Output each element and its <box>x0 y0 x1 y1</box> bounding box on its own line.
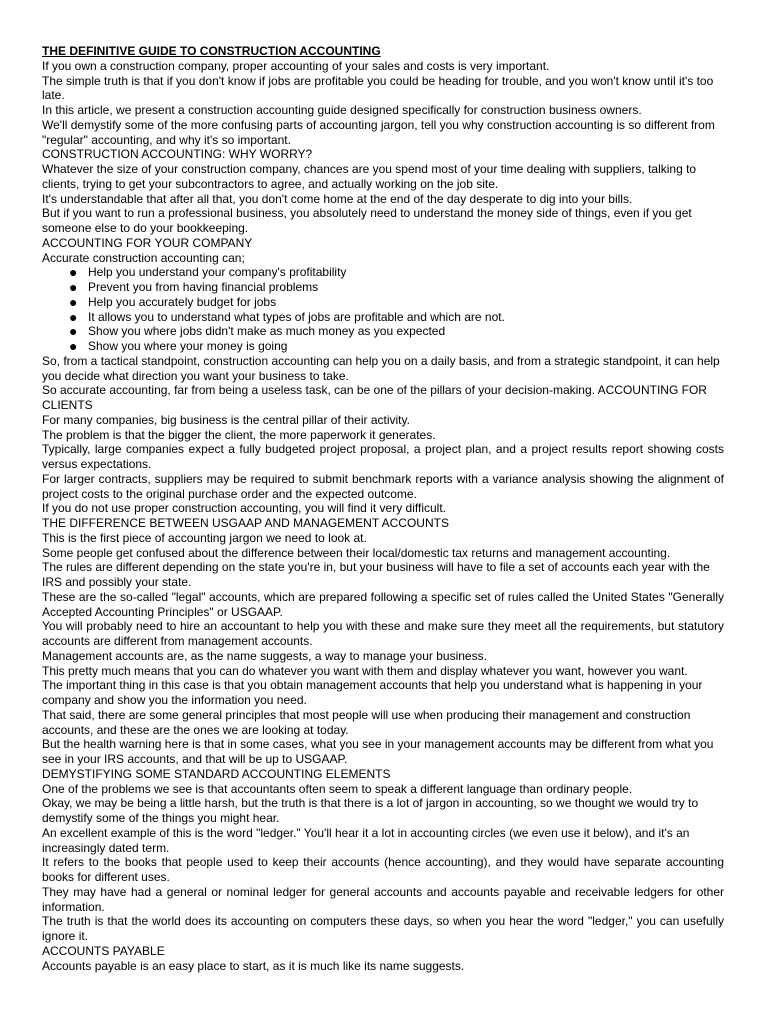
paragraph: The truth is that the world does its accounting on computers these days, so when you hear the word "ledger," you can usefully ignore it. <box>42 914 724 943</box>
list-item-text: Show you where jobs didn't make as much money as you expected <box>88 324 446 339</box>
list-item <box>42 295 724 310</box>
bullet-icon: ● <box>69 338 78 354</box>
paragraph: Some people get confused about the difference between their local/domestic tax returns and management accounting. <box>42 545 671 560</box>
paragraph: One of the problems we see is that accountants often seem to speak a different language than ordinary people. <box>42 781 633 796</box>
paragraph: So, from a tactical standpoint, construction accounting can help you on a daily basis, and from a strategic standpoint, it can help you decide what direction you want your business to take. <box>42 353 720 383</box>
paragraph: For many companies, big business is the central pillar of their activity. <box>42 412 410 427</box>
paragraph: Accounts payable is an easy place to start, as it is much like its name suggests. <box>42 958 465 973</box>
paragraph: Management accounts are, as the name suggests, a way to manage your business. <box>42 648 487 663</box>
list-item-text: Show you where your money is going <box>88 339 288 353</box>
paragraph: Accurate construction accounting can; <box>42 250 245 265</box>
paragraph: You will probably need to hire an accountant to help you with these and make sure they meet all the requirements, but statutory accounts are different from management accounts. <box>42 619 724 648</box>
paragraph: Typically, large companies expect a fully budgeted project proposal, a project plan, and a project results report showing costs versus expectations. <box>42 442 724 471</box>
bullet-icon: ● <box>69 279 78 295</box>
paragraph: This is the first piece of accounting jargon we need to look at. <box>42 530 367 545</box>
list-item-text: Help you accurately budget for jobs <box>88 294 277 309</box>
section-heading-demystify: DEMYSTIFYING SOME STANDARD ACCOUNTING ELEMENTS <box>42 766 391 781</box>
bullet-icon: ● <box>69 264 78 281</box>
paragraph: If you own a construction company, proper accounting of your sales and costs is very important. <box>42 58 550 73</box>
paragraph: It's understandable that after all that, you don't come home at the end of the day desperate to dig into your bills. <box>42 191 633 206</box>
paragraph: They may have had a general or nominal ledger for general accounts and accounts payable and receivable ledgers for other information. <box>42 884 724 914</box>
bullet-icon: ● <box>69 308 78 325</box>
paragraph: These are the so-called "legal" accounts, which are prepared following a specific set of rules called the United States "Generally Accepted Accounting Principles" or USGAAP. <box>42 589 724 619</box>
bullet-icon: ● <box>69 323 78 340</box>
list-item <box>42 324 724 339</box>
list-item <box>42 310 724 325</box>
paragraph: In this article, we present a construction accounting guide designed specifically for construction business owners. <box>42 103 642 117</box>
document-title: THE DEFINITIVE GUIDE TO CONSTRUCTION ACCOUNTING <box>42 44 381 58</box>
section-heading-usgaap: THE DIFFERENCE BETWEEN USGAAP AND MANAGEMENT ACCOUNTS <box>42 516 449 530</box>
paragraph: The problem is that the bigger the client, the more paperwork it generates. <box>42 427 436 442</box>
paragraph: Okay, we may be being a little harsh, but the truth is that there is a lot of jargon in accounting, so we thought we would try to demystify some of the things you might hear. <box>42 796 699 825</box>
paragraph: That said, there are some general principles that most people will use when producing their management and construction accounts, and these are the ones we are looking at today. <box>42 707 691 737</box>
list-item <box>42 265 724 280</box>
paragraph: The rules are different depending on the state you're in, but your business will have to file a set of accounts each year with the IRS and possibly your state. <box>42 560 710 589</box>
paragraph: For larger contracts, suppliers may be required to submit benchmark reports with a variance analysis showing the alignment of project costs to the original purchase order and the expected outcome. <box>42 471 724 501</box>
list-item-text: Prevent you from having financial problems <box>88 280 319 294</box>
paragraph: The important thing in this case is that you obtain management accounts that help you understand what is happening in your company and show you the information you need. <box>42 678 703 707</box>
paragraph: We'll demystify some of the more confusing parts of accounting jargon, tell you why construction accounting is so different from "regular" accounting, and why it's so important. <box>42 117 715 147</box>
list-item-text: It allows you to understand what types of jobs are profitable and which are not. <box>88 309 505 324</box>
document-page <box>42 44 724 973</box>
paragraph: The simple truth is that if you don't know if jobs are profitable you could be heading for trouble, and you won't know until it's too late. <box>42 73 714 103</box>
paragraph: So accurate accounting, far from being a useless task, can be one of the pillars of your decision-making. ACCOUNTING FOR CLIENTS <box>42 383 707 412</box>
paragraph: An excellent example of this is the word "ledger." You'll hear it a lot in accounting circles (we even use it below), and it's an increasingly dated term. <box>42 825 690 855</box>
paragraph: Whatever the size of your construction company, chances are you spend most of your time dealing with suppliers, talking to clients, trying to get your subcontractors to agree, and actually working on the job site. <box>42 162 697 191</box>
paragraph: If you do not use proper construction accounting, you will find it very difficult. <box>42 501 446 516</box>
bullet-icon: ● <box>69 293 78 310</box>
section-heading-why-worry: CONSTRUCTION ACCOUNTING: WHY WORRY? <box>42 147 313 162</box>
list-item-text: Help you understand your company's profitability <box>88 265 347 280</box>
paragraph: It refers to the books that people used to keep their accounts (hence accounting), and they would have separate accounting books for different uses. <box>42 855 724 884</box>
list-item <box>42 339 724 354</box>
paragraph: But the health warning here is that in some cases, what you see in your management accounts may be different from what you see in your IRS accounts, and that will be up to USGAAP. <box>42 737 714 766</box>
list-item <box>42 280 724 295</box>
benefits-list <box>42 265 724 354</box>
paragraph: This pretty much means that you can do whatever you want with them and display whatever you want, however you want. <box>42 663 688 678</box>
paragraph: But if you want to run a professional business, you absolutely need to understand the money side of things, even if you get someone else to do your bookkeeping. <box>42 206 692 235</box>
section-heading-company: ACCOUNTING FOR YOUR COMPANY <box>42 235 253 250</box>
section-heading-payable: ACCOUNTS PAYABLE <box>42 943 165 958</box>
